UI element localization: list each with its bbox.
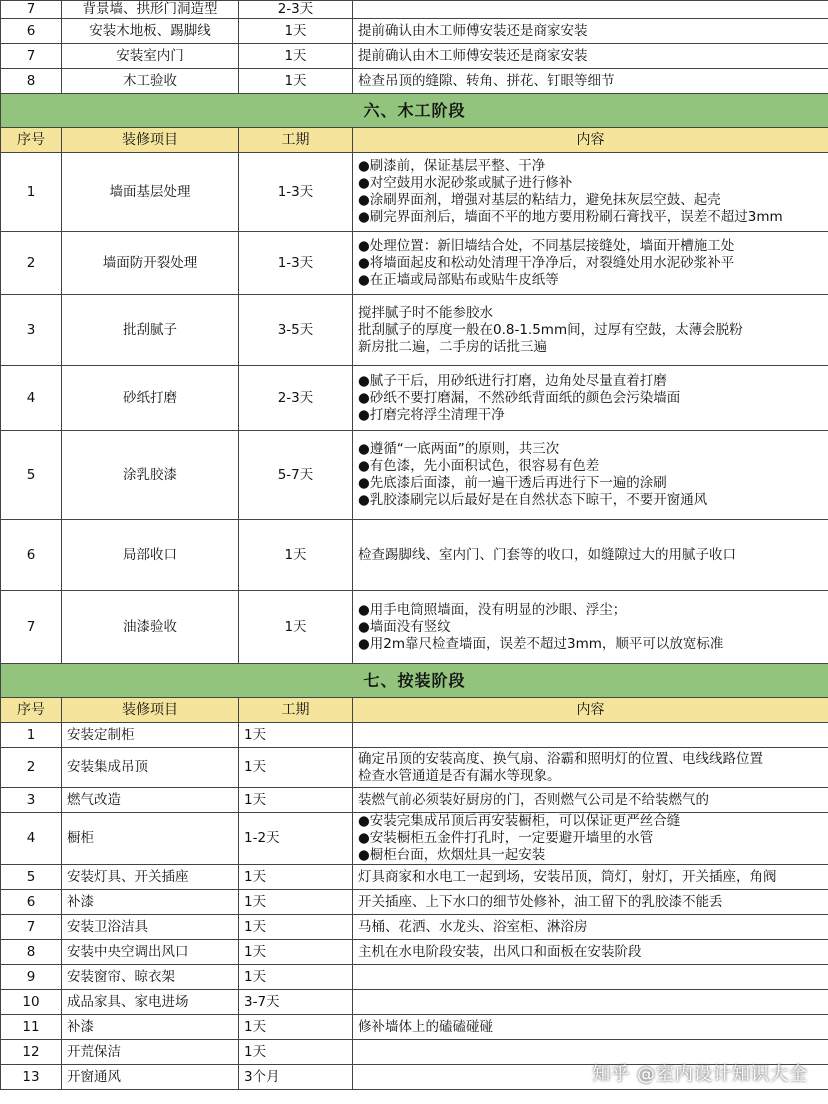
- table-row: [1, 915, 828, 940]
- row-duration: 3个月: [239, 1065, 353, 1090]
- content-line: ●安装橱柜五金件打孔时，一定要避开墙里的水管: [358, 830, 654, 846]
- row-duration: 1天: [239, 915, 353, 940]
- content-line: 修补墙体上的磕磕碰碰: [358, 1018, 493, 1035]
- content-cell: [353, 153, 828, 232]
- header-item: 装修项目: [62, 698, 239, 723]
- table-row: [1, 19, 828, 44]
- content-line: 搅拌腻子时不能参胶水: [358, 304, 493, 321]
- row-duration: 1天: [239, 748, 353, 788]
- row-item: 安装卫浴洁具: [62, 915, 239, 940]
- section-title: 六、木工阶段: [1, 94, 828, 128]
- row-duration: 1天: [239, 865, 353, 890]
- header-duration: 工期: [239, 698, 353, 723]
- content-line: 马桶、花洒、水龙头、浴室柜、淋浴房: [358, 918, 588, 935]
- table-row: [1, 890, 828, 915]
- row-number: 10: [1, 990, 62, 1015]
- row-item: 安装集成吊顶: [62, 748, 239, 788]
- content-cell: [353, 723, 828, 748]
- row-duration: 2-3天: [239, 366, 353, 431]
- content-line: ●乳胶漆刷完以后最好是在自然状态下晾干，不要开窗通风: [358, 492, 708, 508]
- row-number: 7: [1, 1, 62, 19]
- row-number: 6: [1, 19, 62, 44]
- row-duration: 1-3天: [239, 232, 353, 295]
- row-number: 12: [1, 1040, 62, 1065]
- content-cell: [353, 520, 828, 591]
- row-number: 13: [1, 1065, 62, 1090]
- watermark-text: 知乎 @室内设计知识大全: [592, 1064, 808, 1085]
- row-item: 木工验收: [62, 69, 239, 94]
- row-item: 补漆: [62, 890, 239, 915]
- table-row: [1, 366, 828, 431]
- content-cell: [353, 1015, 828, 1040]
- row-duration: 1天: [239, 19, 353, 44]
- content-line: ●在正墙或局部贴布或贴牛皮纸等: [358, 271, 559, 288]
- row-item: 油漆验收: [62, 591, 239, 664]
- content-line: 检查吊顶的缝隙、转角、拼花、钉眼等细节: [358, 72, 615, 89]
- row-number: 4: [1, 813, 62, 865]
- content-line: ●用手电筒照墙面，没有明显的沙眼、浮尘；: [358, 601, 627, 618]
- row-item: 开窗通风: [62, 1065, 239, 1090]
- row-item: 背景墙、拱形门洞造型: [62, 1, 239, 19]
- row-duration: 3-7天: [239, 990, 353, 1015]
- content-cell: [353, 915, 828, 940]
- content-cell: [353, 1, 828, 19]
- content-cell: [353, 788, 828, 813]
- row-duration: 1天: [239, 69, 353, 94]
- content-cell: [353, 295, 828, 366]
- row-number: 11: [1, 1015, 62, 1040]
- row-item: 成品家具、家电进场: [62, 990, 239, 1015]
- header-content: 内容: [353, 128, 828, 153]
- content-line: ●安装完集成吊顶后再安装橱柜，可以保证更严丝合缝: [358, 813, 681, 829]
- content-line: ●遵循“一底两面”的原则，共三次: [358, 441, 560, 457]
- content-cell: [353, 431, 828, 520]
- row-duration: 2-3天: [239, 1, 353, 19]
- table-row: [1, 990, 828, 1015]
- row-duration: 1天: [239, 520, 353, 591]
- content-cell: [353, 890, 828, 915]
- header-content: 内容: [353, 698, 828, 723]
- header-item: 装修项目: [62, 128, 239, 153]
- table-row: [1, 788, 828, 813]
- content-cell: [353, 813, 828, 865]
- section-title: 七、按装阶段: [1, 664, 828, 698]
- content-cell: [353, 865, 828, 890]
- row-number: 8: [1, 940, 62, 965]
- content-cell: [353, 940, 828, 965]
- row-item: 橱柜: [62, 813, 239, 865]
- row-number: 9: [1, 965, 62, 990]
- row-item: 墙面基层处理: [62, 153, 239, 232]
- content-line: ●用2m靠尺检查墙面，误差不超过3mm，顺平可以放宽标准: [358, 635, 724, 652]
- content-line: ●刷完界面剂后，墙面不平的地方要用粉刷石膏找平，误差不超过3mm: [358, 209, 783, 225]
- row-item: 墙面防开裂处理: [62, 232, 239, 295]
- content-line: ●打磨完将浮尘清理干净: [358, 406, 505, 423]
- row-item: 安装中央空调出风口: [62, 940, 239, 965]
- row-number: 3: [1, 788, 62, 813]
- table-row: [1, 591, 828, 664]
- row-duration: 1天: [239, 1015, 353, 1040]
- row-number: 6: [1, 890, 62, 915]
- row-item: 安装窗帘、晾衣架: [62, 965, 239, 990]
- content-line: ●先底漆后面漆，前一遍干透后再进行下一遍的涂刷: [358, 475, 667, 491]
- content-line: ●处理位置：新旧墙结合处，不同基层接缝处，墙面开槽施工处: [358, 237, 735, 254]
- row-duration: 1-2天: [239, 813, 353, 865]
- content-line: 新房批二遍，二手房的话批三遍: [358, 338, 547, 355]
- row-item: 安装室内门: [62, 44, 239, 69]
- row-duration: 1天: [239, 940, 353, 965]
- row-number: 1: [1, 723, 62, 748]
- content-cell: [353, 965, 828, 990]
- section-6-title-row: [1, 94, 828, 128]
- content-line: 确定吊顶的安装高度、换气扇、浴霸和照明灯的位置、电线线路位置: [358, 750, 763, 767]
- content-line: ●砂纸不要打磨漏，不然砂纸背面纸的颜色会污染墙面: [358, 389, 681, 406]
- row-number: 5: [1, 865, 62, 890]
- content-cell: [353, 748, 828, 788]
- row-number: 2: [1, 748, 62, 788]
- row-duration: 5-7天: [239, 431, 353, 520]
- row-item: 砂纸打磨: [62, 366, 239, 431]
- row-item: 涂乳胶漆: [62, 431, 239, 520]
- content-cell: [353, 232, 828, 295]
- column-header-row: [1, 128, 828, 153]
- content-line: 检查水管通道是否有漏水等现象。: [358, 767, 561, 784]
- content-cell: [353, 366, 828, 431]
- row-duration: 1天: [239, 788, 353, 813]
- content-line: 开关插座、上下水口的细节处修补，油工留下的乳胶漆不能丢: [358, 893, 723, 910]
- content-line: ●有色漆，先小面积试色，很容易有色差: [358, 458, 600, 474]
- row-duration: 1天: [239, 890, 353, 915]
- table-row: [1, 295, 828, 366]
- table-row: [1, 44, 828, 69]
- section-7-title-row: [1, 664, 828, 698]
- row-number: 5: [1, 431, 62, 520]
- row-number: 7: [1, 44, 62, 69]
- header-duration: 工期: [239, 128, 353, 153]
- row-duration: 1天: [239, 1040, 353, 1065]
- header-number: 序号: [1, 698, 62, 723]
- row-duration: 1天: [239, 965, 353, 990]
- content-line: 批刮腻子的厚度一般在0.8-1.5mm间，过厚有空鼓，太薄会脱粉: [358, 321, 743, 338]
- row-item: 补漆: [62, 1015, 239, 1040]
- content-line: 提前确认由木工师傅安装还是商家安装: [358, 47, 588, 64]
- table-row: [1, 1015, 828, 1040]
- row-duration: 3-5天: [239, 295, 353, 366]
- table-row: [1, 431, 828, 520]
- row-number: 2: [1, 232, 62, 295]
- row-number: 7: [1, 591, 62, 664]
- table-row: [1, 723, 828, 748]
- content-cell: [353, 19, 828, 44]
- content-line: ●墙面没有竖纹: [358, 618, 451, 635]
- table-row: [1, 865, 828, 890]
- table-row: [1, 965, 828, 990]
- row-number: 6: [1, 520, 62, 591]
- header-number: 序号: [1, 128, 62, 153]
- table-row: [1, 813, 828, 865]
- content-line: ●涂刷界面剂，增强对基层的粘结力，避免抹灰层空鼓、起壳: [358, 192, 721, 208]
- table-row: [1, 153, 828, 232]
- row-item: 局部收口: [62, 520, 239, 591]
- content-line: 装燃气前必须装好厨房的门，否则燃气公司是不给装燃气的: [358, 791, 709, 808]
- table-row: [1, 520, 828, 591]
- content-cell: [353, 69, 828, 94]
- row-number: 3: [1, 295, 62, 366]
- content-line: 灯具商家和水电工一起到场，安装吊顶，筒灯，射灯，开关插座，角阀: [358, 868, 777, 885]
- row-item: 批刮腻子: [62, 295, 239, 366]
- row-number: 7: [1, 915, 62, 940]
- row-item: 安装木地板、踢脚线: [62, 19, 239, 44]
- row-number: 4: [1, 366, 62, 431]
- table-row: [1, 232, 828, 295]
- content-cell: [353, 990, 828, 1015]
- table-row: [1, 748, 828, 788]
- schedule-table-body: [1, 1, 828, 1090]
- row-item: 安装灯具、开关插座: [62, 865, 239, 890]
- table-row: [1, 940, 828, 965]
- content-line: ●将墙面起皮和松动处清理干净净后，对裂缝处用水泥砂浆补平: [358, 254, 735, 271]
- content-line: ●对空鼓用水泥砂浆或腻子进行修补: [358, 175, 573, 191]
- content-line: ●刷漆前，保证基层平整、干净: [358, 158, 546, 174]
- row-number: 1: [1, 153, 62, 232]
- table-row: [1, 1, 828, 19]
- table-row: [1, 69, 828, 94]
- content-line: 主机在水电阶段安装，出风口和面板在安装阶段: [358, 943, 642, 960]
- row-item: 安装定制柜: [62, 723, 239, 748]
- content-cell: [353, 44, 828, 69]
- content-line: ●腻子干后，用砂纸进行打磨，边角处尽量直着打磨: [358, 372, 667, 389]
- content-cell: [353, 591, 828, 664]
- column-header-row: [1, 698, 828, 723]
- row-number: 8: [1, 69, 62, 94]
- row-duration: 1天: [239, 723, 353, 748]
- row-item: 开荒保洁: [62, 1040, 239, 1065]
- content-line: ●橱柜台面，炊烟灶具一起安装: [358, 847, 546, 863]
- row-item: 燃气改造: [62, 788, 239, 813]
- content-line: 提前确认由木工师傅安装还是商家安装: [358, 22, 588, 39]
- row-duration: 1天: [239, 44, 353, 69]
- row-duration: 1-3天: [239, 153, 353, 232]
- content-line: 检查踢脚线、室内门、门套等的收口，如缝隙过大的用腻子收口: [358, 546, 736, 563]
- row-duration: 1天: [239, 591, 353, 664]
